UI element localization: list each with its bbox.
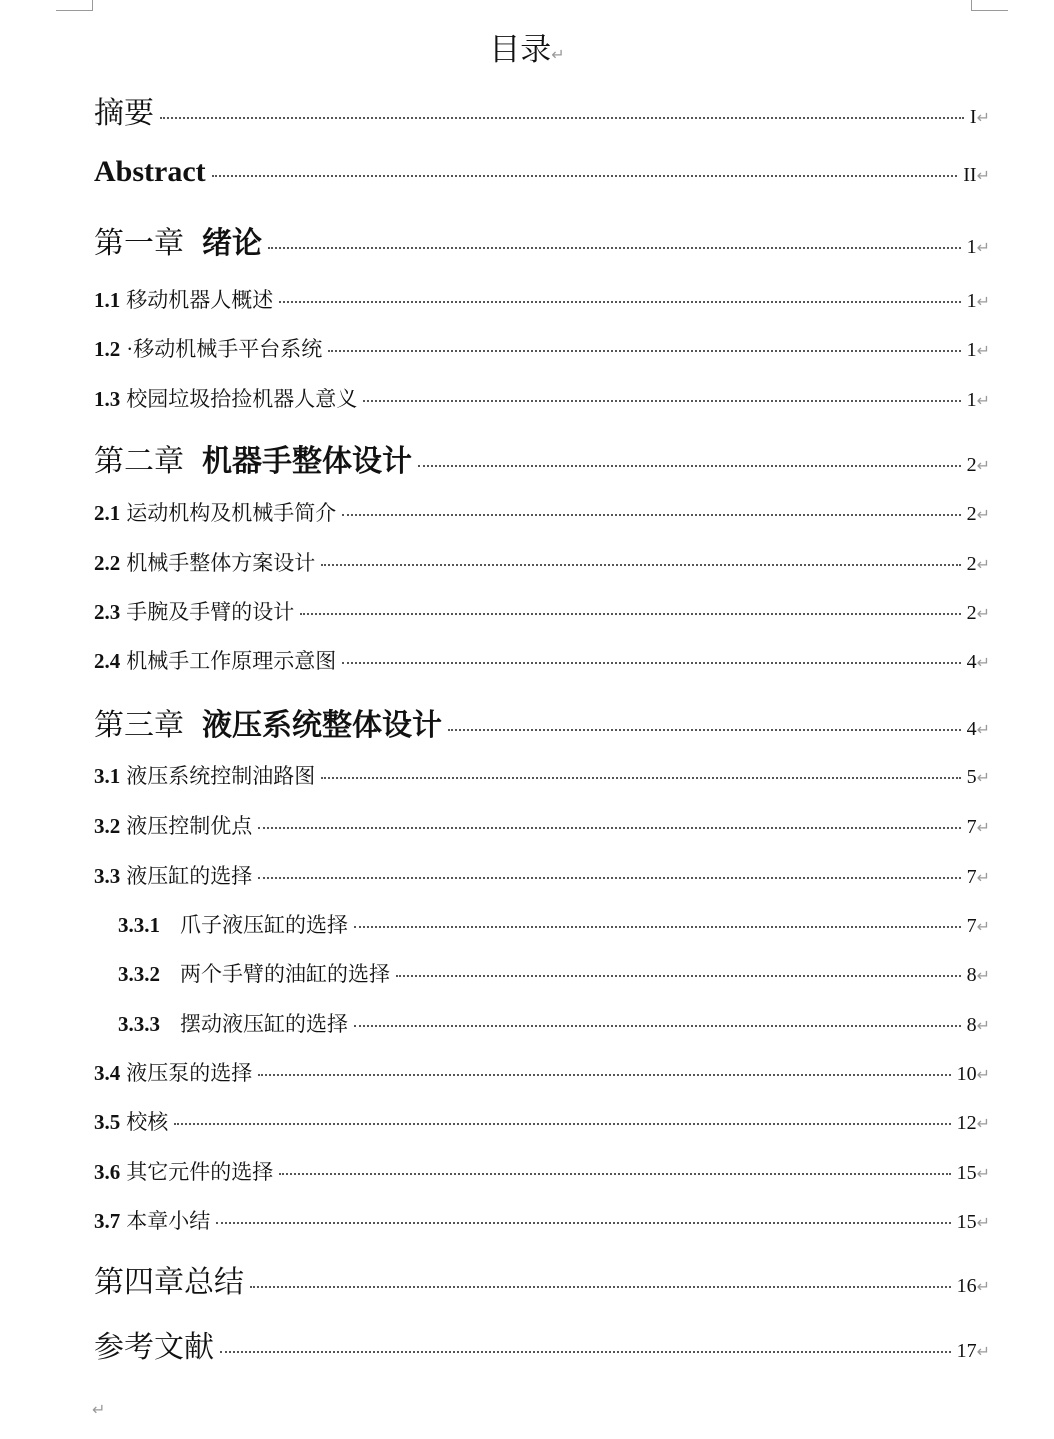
toc-dot-leader [354, 1025, 961, 1027]
toc-entry-text: 液压泵的选择 [126, 1061, 253, 1085]
toc-entry[interactable] [94, 1156, 990, 1186]
toc-entry-text: 液压缸的选择 [126, 864, 253, 888]
toc-entry[interactable] [94, 88, 990, 132]
toc-entry-number: 3.1 [94, 764, 121, 788]
paragraph-mark-icon: ↵ [976, 1065, 990, 1084]
toc-dot-leader [279, 301, 960, 303]
toc-dot-leader [448, 729, 961, 731]
paragraph-mark-icon: ↵ [976, 768, 990, 787]
toc-title-text: 目录 [489, 32, 552, 67]
paragraph-mark-icon: ↵ [976, 1213, 990, 1232]
toc-title [0, 24, 1054, 69]
toc-entry-text: 摘要 [94, 97, 154, 130]
toc-entry-text: 移动机器人概述 [126, 288, 274, 312]
toc-entry-text: 机械手工作原理示意图 [126, 649, 337, 673]
toc-page-number: 7 [966, 866, 977, 888]
paragraph-mark-icon: ↵ [976, 1342, 990, 1361]
toc-page-number: 8 [966, 1014, 977, 1036]
paragraph-mark-icon: ↵ [976, 108, 990, 127]
toc-page-number: 1 [966, 290, 977, 312]
toc-entry[interactable] [94, 1257, 990, 1301]
toc-entry[interactable] [94, 596, 990, 626]
paragraph-mark-icon: ↵ [976, 653, 990, 672]
toc-page-number: 15 [956, 1211, 977, 1233]
toc-entry[interactable] [94, 1008, 990, 1038]
toc-entry-text: 液压系统控制油路图 [126, 764, 316, 788]
toc-entry-number: 2.2 [94, 551, 121, 575]
toc-entry-text: 两个手臂的油缸的选择 [180, 962, 390, 986]
toc-dot-leader [321, 564, 960, 566]
paragraph-mark-icon: ↵ [976, 1164, 990, 1183]
toc-dot-leader [160, 117, 964, 119]
paragraph-mark-icon: ↵ [976, 292, 990, 311]
page-corner-mark-left [56, 0, 93, 11]
paragraph-mark-icon: ↵ [976, 341, 990, 360]
toc-entry-number: 第三章 [94, 709, 184, 742]
toc-entry-text: 机器手整体设计 [202, 445, 412, 478]
toc-page-number: 2 [966, 454, 977, 476]
toc-entry-text: 参考文献 [94, 1331, 214, 1364]
paragraph-mark-icon: ↵ [976, 1016, 990, 1035]
toc-entry-text: 机械手整体方案设计 [126, 551, 316, 575]
toc-entry-number: 第二章 [94, 445, 184, 478]
toc-page-number: 2 [966, 602, 977, 624]
toc-page-number: II [963, 164, 977, 186]
toc-entry-number: 3.2 [94, 814, 121, 838]
toc-entry[interactable] [94, 436, 990, 480]
toc-entry[interactable] [94, 155, 990, 189]
toc-page-number: 16 [956, 1275, 977, 1297]
toc-entry[interactable] [94, 1322, 990, 1366]
paragraph-mark-icon: ↵ [976, 966, 990, 985]
paragraph-mark-icon: ↵ [976, 868, 990, 887]
toc-page-number: 8 [966, 964, 977, 986]
toc-entry-text: Abstract [94, 155, 206, 188]
toc-entry-number: 3.3.1 [118, 913, 160, 937]
toc-entry[interactable] [94, 909, 990, 939]
paragraph-mark-icon: ↵ [92, 1400, 106, 1419]
page-corner-mark-right [971, 0, 1008, 11]
paragraph-mark-icon: ↵ [976, 456, 990, 475]
paragraph-mark-icon: ↵ [976, 238, 990, 257]
toc-entry[interactable] [94, 700, 990, 744]
toc-entry-number: 2.4 [94, 649, 121, 673]
toc-page-number: 7 [966, 915, 977, 937]
toc-entry-number: 1.3 [94, 387, 121, 411]
toc-entry-text: 液压系统整体设计 [202, 709, 442, 742]
toc-page-number: 1 [966, 339, 977, 361]
toc-page-number: 10 [956, 1063, 977, 1085]
toc-entry-text: 液压控制优点 [126, 814, 253, 838]
toc-page-number: 12 [956, 1112, 977, 1134]
toc-entry-number: 3.3 [94, 864, 121, 888]
toc-dot-leader [342, 662, 960, 664]
toc-entry-text: ·移动机械手平台系统 [126, 337, 323, 361]
toc-page-number: I [969, 106, 977, 128]
toc-entry-text: 爪子液压缸的选择 [180, 913, 348, 937]
toc-page-number: 1 [966, 236, 977, 258]
toc-entry-number: 1.1 [94, 288, 121, 312]
toc-dot-leader [342, 514, 960, 516]
toc-entry[interactable] [94, 810, 990, 840]
toc-entry-text: 绪论 [202, 227, 262, 260]
toc-dot-leader [328, 350, 960, 352]
toc-dot-leader [258, 1074, 950, 1076]
toc-entry-text: 校园垃圾拾捡机器人意义 [126, 387, 358, 411]
toc-entry-text: 摆动液压缸的选择 [180, 1012, 348, 1036]
toc-entry-number: 3.7 [94, 1209, 121, 1233]
paragraph-mark-icon: ↵ [976, 555, 990, 574]
toc-dot-leader [354, 926, 961, 928]
toc-entry[interactable] [94, 218, 990, 262]
toc-page-number: 15 [956, 1162, 977, 1184]
toc-entry[interactable] [94, 547, 990, 577]
toc-entry[interactable] [94, 1057, 990, 1087]
toc-entry-number: 3.5 [94, 1110, 121, 1134]
toc-dot-leader [212, 175, 958, 177]
toc-page-number: 5 [966, 766, 977, 788]
toc-dot-leader [174, 1123, 950, 1125]
toc-entry-number: 第一章 [94, 227, 184, 260]
toc-entry[interactable] [94, 760, 990, 790]
toc-entry-number: 3.6 [94, 1160, 121, 1184]
toc-dot-leader [279, 1173, 950, 1175]
toc-dot-leader [363, 400, 960, 402]
toc-page-number: 17 [956, 1340, 977, 1362]
toc-entry-number: 2.1 [94, 501, 121, 525]
toc-entry[interactable] [94, 284, 990, 314]
toc-dot-leader [321, 777, 960, 779]
toc-page-number: 2 [966, 503, 977, 525]
toc-entry[interactable] [94, 958, 990, 988]
toc-entry-text: 手腕及手臂的设计 [126, 600, 295, 624]
toc-entry[interactable] [94, 1205, 990, 1235]
paragraph-mark-icon: ↵ [976, 818, 990, 837]
toc-entry-text: 校核 [126, 1110, 169, 1134]
paragraph-mark-icon: ↵ [976, 166, 990, 185]
toc-page-number: 1 [966, 389, 977, 411]
paragraph-mark-icon: ↵ [551, 45, 565, 64]
paragraph-mark-icon: ↵ [976, 505, 990, 524]
toc-dot-leader [418, 465, 961, 467]
paragraph-mark-icon: ↵ [976, 917, 990, 936]
toc-entry[interactable] [94, 383, 990, 413]
toc-page-number: 7 [966, 816, 977, 838]
toc-page-number: 2 [966, 553, 977, 575]
toc-entry-number: 3.3.2 [118, 962, 160, 986]
paragraph-mark-icon: ↵ [976, 720, 990, 739]
toc-entry-text: 运动机构及机械手简介 [126, 501, 337, 525]
toc-dot-leader [250, 1286, 951, 1288]
toc-entry-number: 3.3.3 [118, 1012, 160, 1036]
toc-entry[interactable] [94, 860, 990, 890]
toc-entry-number: 2.3 [94, 600, 121, 624]
paragraph-mark-icon: ↵ [976, 1277, 990, 1296]
toc-dot-leader [216, 1222, 950, 1224]
toc-entry-text: 第四章总结 [94, 1266, 244, 1299]
toc-dot-leader [258, 877, 960, 879]
paragraph-mark-icon: ↵ [976, 391, 990, 410]
toc-entry[interactable] [94, 1106, 990, 1136]
toc-dot-leader [300, 613, 960, 615]
toc-entry-text: 其它元件的选择 [126, 1160, 274, 1184]
toc-entry[interactable] [94, 497, 990, 527]
toc-dot-leader [268, 247, 961, 249]
toc-entry[interactable] [94, 645, 990, 675]
toc-entry-text: 本章小结 [126, 1209, 211, 1233]
toc-page-number: 4 [966, 651, 977, 673]
toc-entry-number: 3.4 [94, 1061, 121, 1085]
paragraph-mark-icon: ↵ [976, 1114, 990, 1133]
toc-dot-leader [258, 827, 960, 829]
toc-dot-leader [220, 1351, 951, 1353]
toc-page-number: 4 [966, 718, 977, 740]
toc-dot-leader [396, 975, 961, 977]
toc-entry-number: 1.2 [94, 337, 121, 361]
toc-entry[interactable] [94, 333, 990, 363]
paragraph-mark-icon: ↵ [976, 604, 990, 623]
